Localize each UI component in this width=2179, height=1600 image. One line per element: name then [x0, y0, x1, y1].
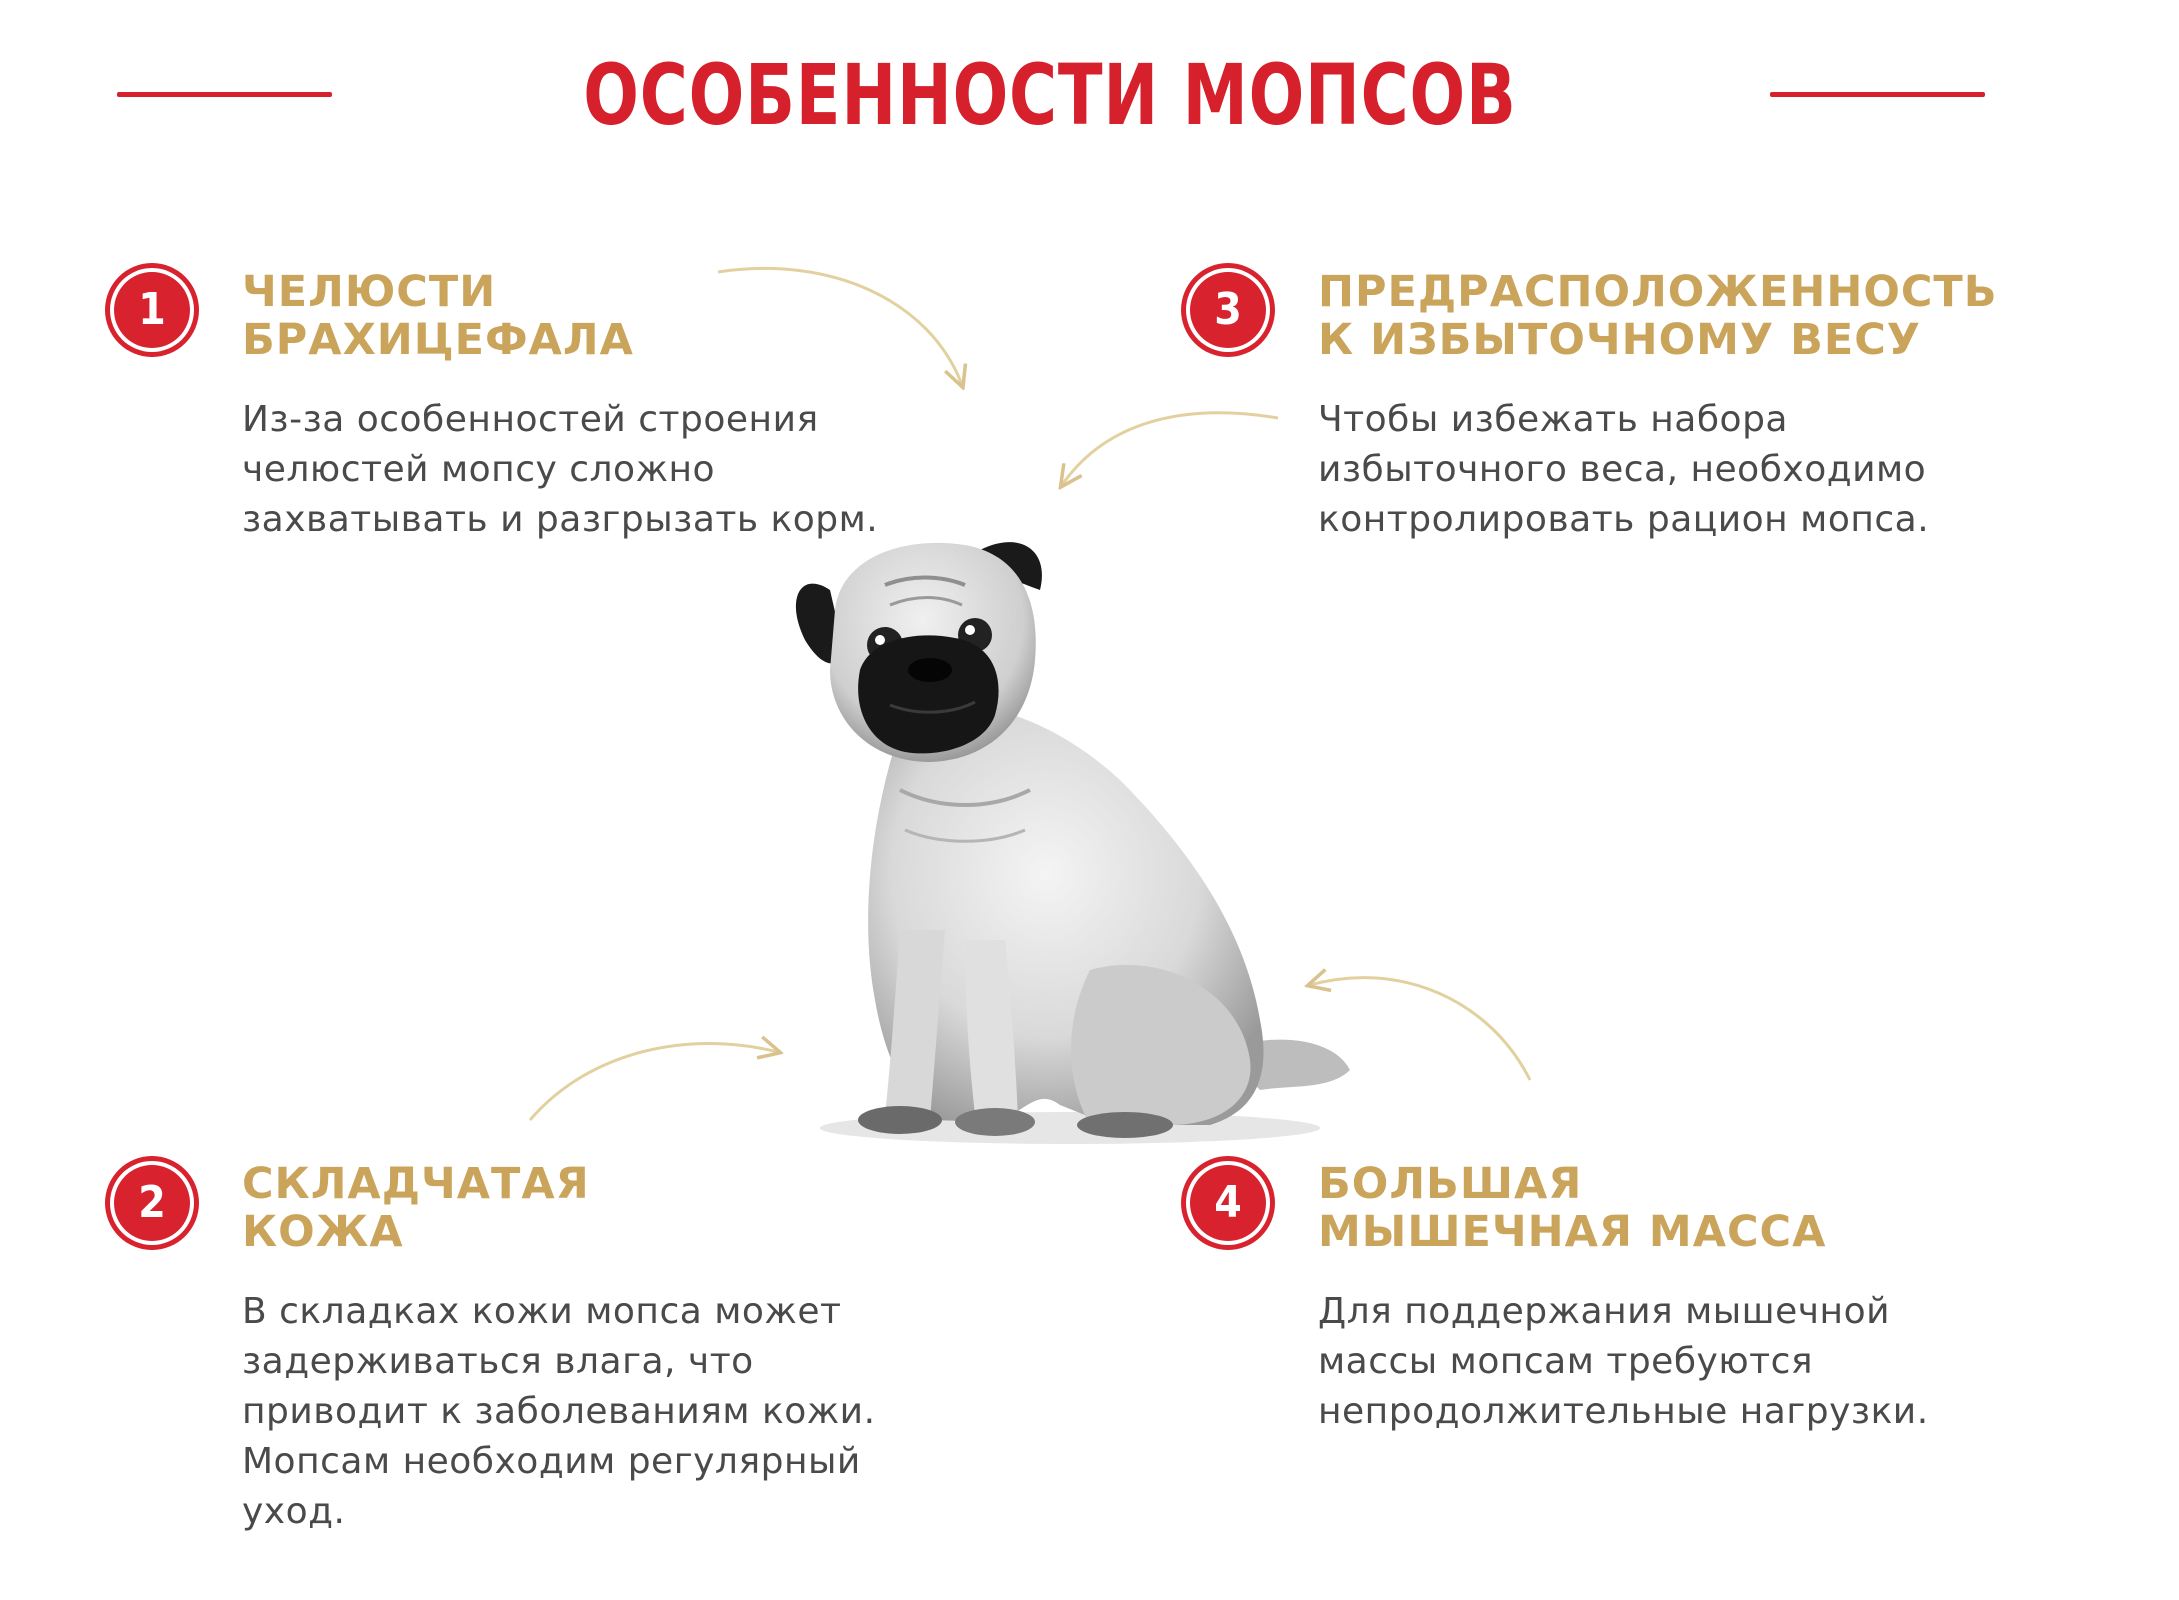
feature-text-line: уход.	[242, 1491, 346, 1532]
feature-heading-line: КОЖА	[242, 1207, 404, 1257]
feature-heading-line: ПРЕДРАСПОЛОЖЕННОСТЬ	[1318, 267, 1998, 317]
pug-dog-photo	[790, 530, 1370, 1150]
feature-text-line: челюстей мопсу сложно	[242, 449, 716, 490]
feature-heading-line: К ИЗБЫТОЧНОМУ ВЕСУ	[1318, 315, 1921, 365]
feature-text-line: Чтобы избежать набора	[1318, 399, 1788, 440]
feature-text-line: непродолжительные нагрузки.	[1318, 1391, 1929, 1432]
feature-number-badge: 1	[114, 272, 190, 348]
feature-number-badge: 2	[114, 1165, 190, 1241]
feature-text-line: В складках кожи мопса может	[242, 1291, 842, 1332]
feature-text-line: массы мопсам требуются	[1318, 1341, 1814, 1382]
feature-text-line: Из-за особенностей строения	[242, 399, 819, 440]
feature-text-line: Мопсам необходим регулярный	[242, 1441, 861, 1482]
feature-heading-line: БОЛЬШАЯ	[1318, 1159, 1583, 1209]
arrow-feature-2	[530, 1043, 778, 1120]
feature-heading-line: БРАХИЦЕФАЛА	[242, 315, 634, 365]
arrow-feature-1	[718, 268, 962, 385]
feature-heading-line: ЧЕЛЮСТИ	[242, 267, 497, 317]
feature-text-line: задерживаться влага, что	[242, 1341, 754, 1382]
feature-heading-line: СКЛАДЧАТАЯ	[242, 1159, 590, 1209]
feature-number-badge: 4	[1190, 1165, 1266, 1241]
feature-text-line: избыточного веса, необходимо	[1318, 449, 1927, 490]
feature-text-line: приводит к заболеваниям кожи.	[242, 1391, 876, 1432]
feature-number-badge: 3	[1190, 272, 1266, 348]
feature-text-line: захватывать и разгрызать корм.	[242, 499, 879, 540]
feature-text-line: Для поддержания мышечной	[1318, 1291, 1891, 1332]
arrow-feature-3	[1062, 413, 1278, 485]
page-title: ОСОБЕННОСТИ МОПСОВ	[583, 46, 1517, 144]
feature-heading-line: МЫШЕЧНАЯ МАССА	[1318, 1207, 1827, 1257]
feature-text-line: контролировать рацион мопса.	[1318, 499, 1930, 540]
